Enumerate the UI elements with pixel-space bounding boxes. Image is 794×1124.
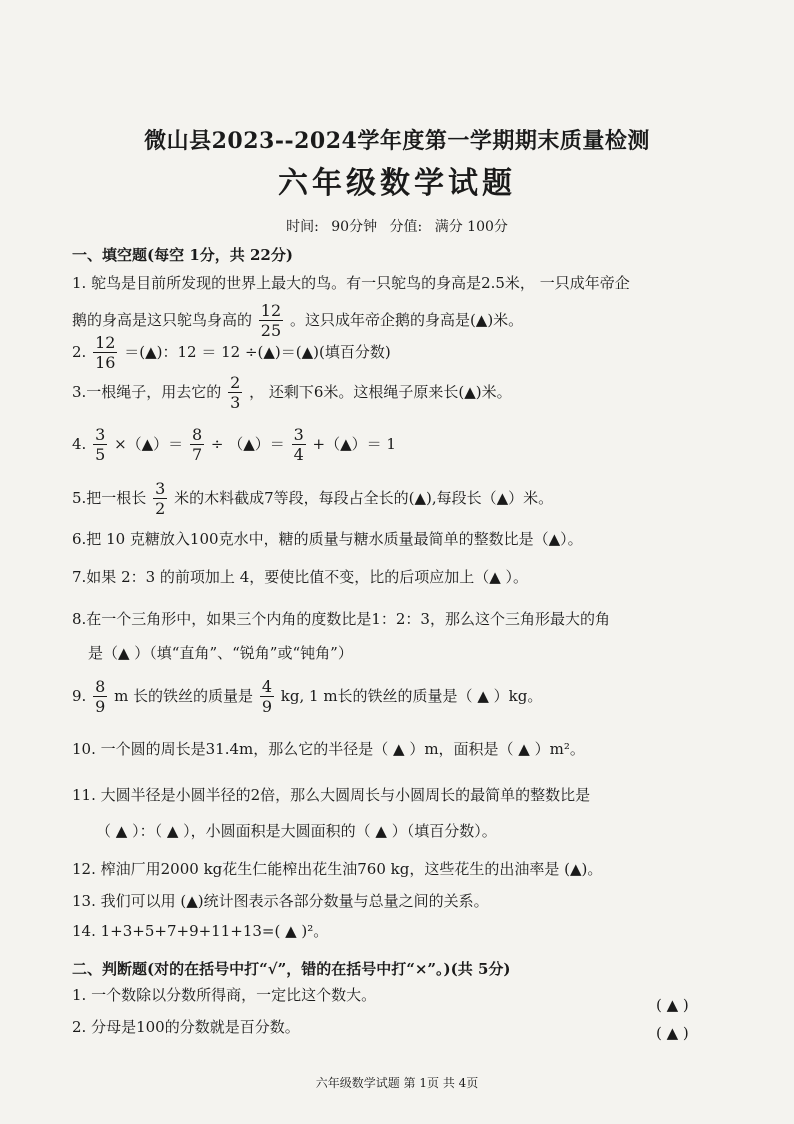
- page-footer: 六年级数学试题 第 1页 共 4页: [315, 1076, 479, 1090]
- fraction: [228, 375, 242, 411]
- time-value: 90分钟: [331, 219, 378, 235]
- question-1-text: 。这只成年帝企鹅的身高是(▲)米。: [289, 311, 524, 329]
- question-1-text: 鹅的身高是这只鸵鸟身高的: [72, 311, 253, 329]
- fraction-numerator: 3: [293, 425, 304, 444]
- fraction: [292, 427, 306, 463]
- section2-heading: 二、判断题(对的在括号中打“√”，错的在括号中打“×”。)(共 5分): [72, 960, 511, 978]
- exam-title-line2: 六年级数学试题: [278, 166, 516, 201]
- question-9-number: 9.: [72, 687, 87, 705]
- judge-question-2: 2. 分母是100的分数就是百分数。: [72, 1018, 300, 1036]
- fraction: [260, 679, 274, 715]
- fraction-denominator: 5: [95, 445, 106, 464]
- fraction-numerator: 2: [230, 373, 241, 392]
- question-5: [72, 478, 732, 518]
- question-4-text: ×（▲）＝: [114, 435, 184, 453]
- question-8-line1: 8.在一个三角形中，如果三个内角的度数比是1：2：3，那么这个三角形最大的角: [72, 610, 610, 628]
- fraction-denominator: 7: [191, 445, 203, 464]
- question-11-line2: （ ▲ ）：（ ▲ ），小圆面积是大圆面积的（ ▲ ）（填百分数）。: [96, 822, 497, 840]
- question-11-line1: 11. 大圆半径是小圆半径的2倍，那么大圆周长与小圆周长的最简单的整数比是: [72, 786, 591, 804]
- fraction: [93, 335, 117, 371]
- fraction-denominator: 2: [155, 499, 166, 518]
- question-1-line1: 1. 鸵鸟是目前所发现的世界上最大的鸟。有一只鸵鸟的身高是2.5米， 一只成年帝企: [72, 274, 630, 292]
- question-3-text: 3.一根绳子，用去它的: [72, 383, 222, 401]
- fraction: [153, 481, 167, 517]
- question-14: 14. 1+3+5+7+9+11+13=( ▲ )²。: [72, 922, 329, 940]
- question-4-text: ÷ （▲）＝: [210, 435, 285, 453]
- section1-heading: 一、填空题(每空 1分，共 22分): [72, 246, 293, 264]
- question-3: [72, 372, 732, 412]
- question-5-text: 5.把一根长: [72, 489, 147, 507]
- question-2-text: ＝(▲)：12 ＝ 12 ÷(▲)＝(▲)(填百分数): [124, 343, 391, 361]
- fraction: [93, 427, 107, 463]
- question-10: 10. 一个圆的周长是31.4m，那么它的半径是（ ▲ ）m，面积是（ ▲ ）m²。: [72, 740, 585, 758]
- question-4-number: 4.: [72, 435, 87, 453]
- question-12: 12. 榨油厂用2000 kg花生仁能榨出花生油760 kg，这些花生的出油率是 (▲)。: [72, 860, 603, 878]
- fraction-denominator: 9: [261, 697, 273, 716]
- fraction-numerator: 4: [261, 677, 273, 696]
- question-2-number: 2.: [72, 343, 87, 361]
- judge-answer-2: ( ▲ ): [656, 1024, 689, 1042]
- judge-question-1: 1. 一个数除以分数所得商，一定比这个数大。: [72, 986, 377, 1004]
- fraction-numerator: 8: [95, 677, 106, 696]
- question-4-text: +（▲）＝ 1: [312, 435, 396, 453]
- fraction-denominator: 25: [260, 321, 282, 340]
- score-value: 满分 100分: [434, 219, 508, 235]
- question-3-text: ， 还剩下6米。这根绳子原来长(▲)米。: [249, 383, 512, 401]
- fraction-denominator: 9: [95, 697, 106, 716]
- question-8-line2: 是（▲ ）（填“直角”、“锐角”或“钝角”）: [88, 644, 353, 662]
- score-label: 分值:: [389, 219, 423, 235]
- question-2: [72, 332, 732, 372]
- fraction-numerator: 8: [191, 425, 203, 444]
- fraction-numerator: 12: [260, 301, 282, 320]
- exam-title-line1: 微山县2023--2024学年度第一学期期末质量检测: [144, 128, 650, 154]
- question-9-text: m 长的铁丝的质量是: [114, 687, 258, 705]
- exam-meta: [0, 216, 794, 236]
- fraction: [93, 679, 107, 715]
- judge-answer-1: ( ▲ ): [656, 996, 689, 1014]
- fraction-denominator: 3: [230, 393, 241, 412]
- question-4: [72, 424, 732, 464]
- question-9: [72, 676, 732, 716]
- question-5-text: 米的木料截成7等段，每段占全长的(▲),每段长（▲）米。: [174, 489, 554, 507]
- time-label: 时间:: [286, 219, 319, 235]
- question-7: 7.如果 2：3 的前项加上 4，要使比值不变，比的后项应加上（▲ ）。: [72, 568, 529, 586]
- question-13: 13. 我们可以用 (▲)统计图表示各部分数量与总量之间的关系。: [72, 892, 489, 910]
- fraction-numerator: 12: [95, 333, 116, 352]
- fraction-denominator: 16: [95, 353, 116, 372]
- question-9-text: kg, 1 m长的铁丝的质量是（ ▲ ）kg。: [280, 687, 543, 705]
- fraction-numerator: 3: [95, 425, 106, 444]
- fraction-denominator: 4: [293, 445, 304, 464]
- fraction-numerator: 3: [155, 479, 166, 498]
- question-6: 6.把 10 克糖放入100克水中，糖的质量与糖水质量最简单的整数比是（▲）。: [72, 530, 583, 548]
- fraction: [190, 427, 204, 463]
